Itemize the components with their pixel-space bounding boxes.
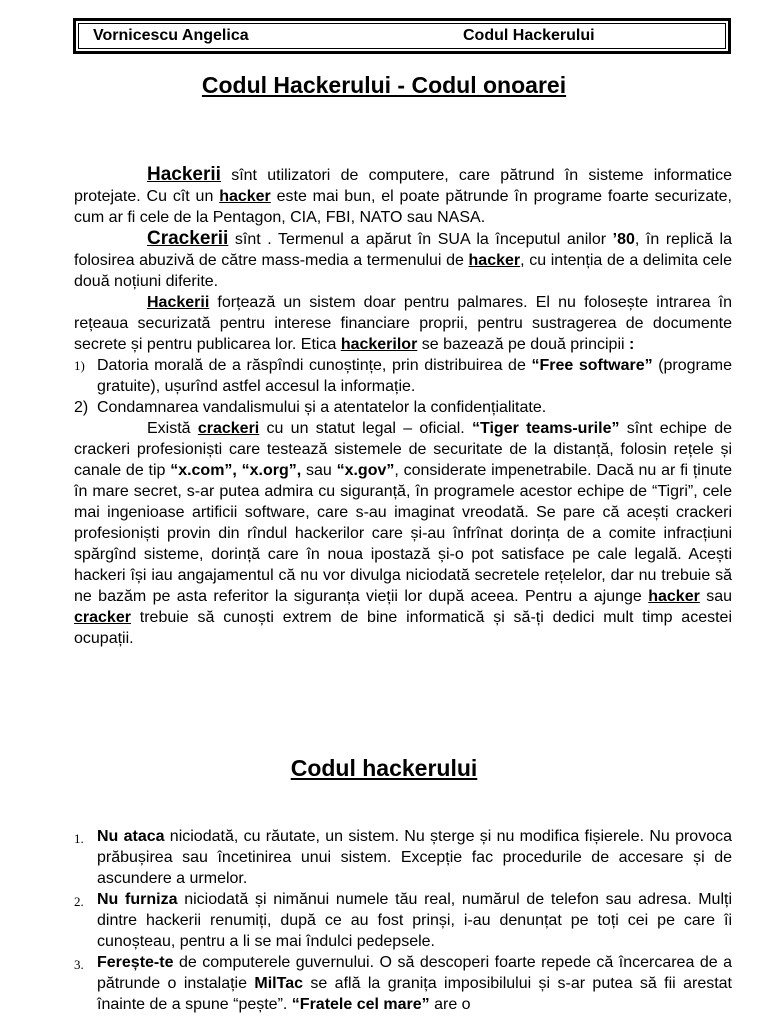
header-frame — [78, 23, 726, 49]
paragraph-tiger-teams: Există crackeri cu un statut legal – oficial. “Tiger teams-urile” sînt echipe de crackeri profesioniști care testează sistemele de securitate de la distanță, folosin rețele și canale de tip “x.com”, “x.org”, sau “x.gov”, considerate impenetrabile. Dacă nu ar fi ținute în mare secret, s-ar putea admira cu siguranță, în programele acestor echipe de “Tigri”, cele mai ingenioase artificii software, care s-au imaginat vreodată. Se pare că acești crackeri profesioniști provin din rîndul hackerilor care și-au înfrînat dorința de a comite infracțiuni spărgînd sisteme, dorință care în noua ipostază și-o pot satisface pe cale legală. Acești hackeri își iau angajamentul că nu vor divulga niciodată secretele rețelelor, dar nu trebuie să ne bazăm pe asta referitor la siguranța vieții lor după aceea. Pentru a ajunge hacker sau cracker trebuie să cunoști extrem de bine informatică și să-ți dedici mult timp acestei ocupații. — [74, 420, 733, 647]
list-item: 2. Nu furniza niciodată și nimănui numele tău real, numărul de telefon sau adresa. Mulți dintre hackerii renumiți, după ce au fost prinși, i-au denunțat pe toți cei pe care îi cunoșteau, pentru a li se mai îndulci pedepsele. — [74, 891, 733, 950]
page-header — [73, 18, 731, 54]
paragraph-crackers: Crackerii sînt . Termenul a apărut în SUA la începutul anilor ’80, în replică la folosirea abuzivă de către mass-media a termenului de hacker, cu intenția de a delimita cele două noțiuni diferite. — [74, 228, 733, 290]
section-title-code: Codul hackerului — [290, 755, 478, 781]
principles-list — [74, 355, 732, 418]
list-item: 1. Nu ataca niciodată, cu răutate, un sistem. Nu șterge și nu modifica fișierele. Nu provoca prăbușirea sau încetinirea unui sistem. Excepție fac procedurile de accesare și de ascundere a urmelor. — [74, 828, 732, 887]
page-title: Codul Hackerului - Codul onoarei — [201, 72, 567, 98]
header-author: Vornicescu Angelica — [93, 27, 249, 44]
term-hackerii-2: Hackerii — [147, 294, 210, 311]
term-hackerii: Hackerii — [147, 164, 221, 185]
list-item: 3. Ferește-te de computerele guvernului. O să descoperi foarte repede că încercarea de a pătrunde o instalație MilTac se află la granița imposibilului și s-ar putea să fii arestat înainte de a spune “pește”. “Fratele cel mare” are o — [74, 954, 733, 1013]
header-title: Codul Hackerului — [463, 27, 595, 44]
intro-section — [74, 164, 732, 649]
paragraph-hackers: Hackerii sînt utilizatori de computere, care pătrund în sisteme informatice protejate. Cu cît un hacker este mai bun, el poate pătrunde în programe foarte securizate, cum ar fi cele de la Pentagon, CIA, FBI, NATO sau NASA. — [74, 164, 733, 226]
term-crackerii: Crackerii — [147, 228, 229, 249]
list-item: 2) Condamnarea vandalismului și a atentatelor la confidențialitate. — [74, 399, 547, 416]
paragraph-ethics: Hackerii forțează un sistem doar pentru palmares. El nu folosește intrarea în rețeaua securizată pentru interese financiare proprii, pentru sustragerea de documente secrete și pentru publicarea lor. Etica hackerilor se bazează pe două principii : — [74, 294, 732, 353]
list-item: 1) Datoria morală de a răspîndi cunoștințe, prin distribuirea de “Free software” (programe gratuite), ușurînd astfel accesul la informație. — [74, 357, 733, 395]
code-list — [74, 826, 732, 1015]
